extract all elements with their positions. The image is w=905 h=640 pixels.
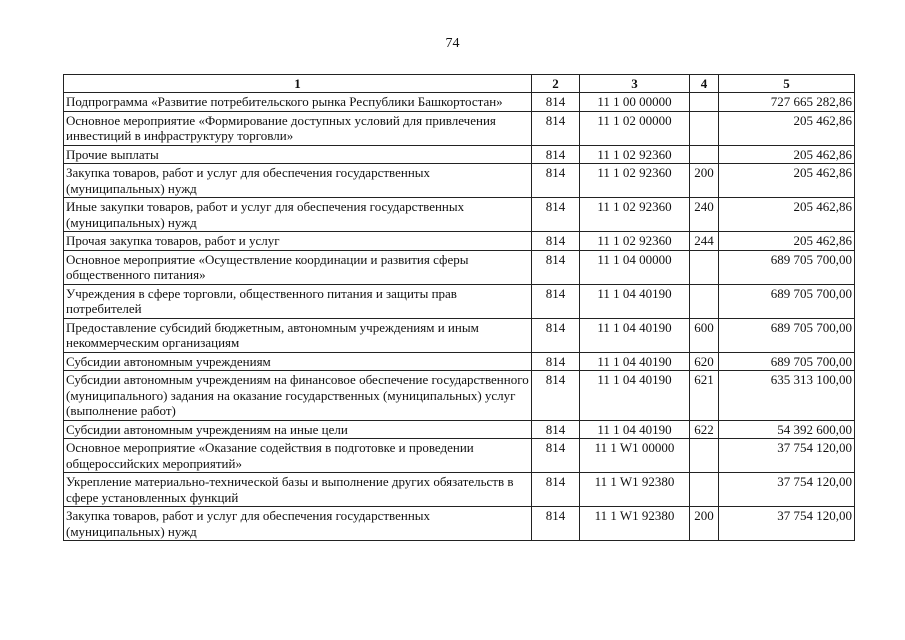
row-sum-cell: 37 754 120,00 xyxy=(719,439,855,473)
table-row xyxy=(64,420,855,439)
table-row xyxy=(64,318,855,352)
row-name-cell: Субсидии автономным учреждениям на иные цели xyxy=(64,420,532,439)
row-vr-cell: 600 xyxy=(690,318,719,352)
row-vr-cell xyxy=(690,250,719,284)
table-row xyxy=(64,284,855,318)
page-number: 74 xyxy=(445,36,460,51)
row-name-cell: Иные закупки товаров, работ и услуг для обеспечения государственных (муниципальных) нужд xyxy=(64,198,532,232)
row-vr-cell: 622 xyxy=(690,420,719,439)
table-row xyxy=(64,164,855,198)
table-row xyxy=(64,439,855,473)
row-sum-cell: 635 313 100,00 xyxy=(719,371,855,421)
row-gr-cell: 814 xyxy=(532,93,580,112)
budget-table xyxy=(63,74,855,541)
row-name-cell: Основное мероприятие «Осуществление координации и развития сферы общественного питания» xyxy=(64,250,532,284)
row-cs-cell: 11 1 04 00000 xyxy=(580,250,690,284)
row-gr-cell: 814 xyxy=(532,198,580,232)
table-row xyxy=(64,111,855,145)
row-sum-cell: 205 462,86 xyxy=(719,145,855,164)
table-row xyxy=(64,93,855,112)
column-header-gr: 2 xyxy=(532,75,580,93)
row-vr-cell xyxy=(690,145,719,164)
table-row xyxy=(64,232,855,251)
row-name-cell: Прочая закупка товаров, работ и услуг xyxy=(64,232,532,251)
row-sum-cell: 689 705 700,00 xyxy=(719,284,855,318)
row-cs-cell: 11 1 04 40190 xyxy=(580,284,690,318)
row-name-cell: Субсидии автономным учреждениям xyxy=(64,352,532,371)
row-name-cell: Субсидии автономным учреждениям на финансовое обеспечение государственного (муниципального) задания на оказание государственных (муниципальных) услуг (выполнение работ) xyxy=(64,371,532,421)
row-name-cell: Закупка товаров, работ и услуг для обеспечения государственных (муниципальных) нужд xyxy=(64,507,532,541)
row-vr-cell: 200 xyxy=(690,507,719,541)
row-sum-cell: 689 705 700,00 xyxy=(719,318,855,352)
table-row xyxy=(64,250,855,284)
row-vr-cell xyxy=(690,439,719,473)
row-cs-cell: 11 1 04 40190 xyxy=(580,420,690,439)
row-sum-cell: 205 462,86 xyxy=(719,164,855,198)
row-cs-cell: 11 1 04 40190 xyxy=(580,371,690,421)
table-header-row xyxy=(64,75,855,93)
row-sum-cell: 727 665 282,86 xyxy=(719,93,855,112)
row-gr-cell: 814 xyxy=(532,284,580,318)
row-vr-cell xyxy=(690,473,719,507)
row-cs-cell: 11 1 04 40190 xyxy=(580,318,690,352)
row-cs-cell: 11 1 W1 92380 xyxy=(580,473,690,507)
table-row xyxy=(64,145,855,164)
row-cs-cell: 11 1 W1 00000 xyxy=(580,439,690,473)
row-gr-cell: 814 xyxy=(532,420,580,439)
row-gr-cell: 814 xyxy=(532,507,580,541)
row-cs-cell: 11 1 02 92360 xyxy=(580,232,690,251)
row-sum-cell: 205 462,86 xyxy=(719,111,855,145)
row-name-cell: Укрепление материально-технической базы и выполнение других обязательств в сфере установленных функций xyxy=(64,473,532,507)
row-sum-cell: 205 462,86 xyxy=(719,198,855,232)
row-gr-cell: 814 xyxy=(532,371,580,421)
row-name-cell: Основное мероприятие «Оказание содействия в подготовке и проведении общероссийских мероприятий» xyxy=(64,439,532,473)
row-sum-cell: 689 705 700,00 xyxy=(719,352,855,371)
row-name-cell: Подпрограмма «Развитие потребительского рынка Республики Башкортостан» xyxy=(64,93,532,112)
row-gr-cell: 814 xyxy=(532,164,580,198)
table-row xyxy=(64,507,855,541)
column-header-name: 1 xyxy=(64,75,532,93)
row-cs-cell: 11 1 W1 92380 xyxy=(580,507,690,541)
table-row xyxy=(64,473,855,507)
row-gr-cell: 814 xyxy=(532,232,580,251)
row-gr-cell: 814 xyxy=(532,318,580,352)
table-row xyxy=(64,371,855,421)
row-gr-cell: 814 xyxy=(532,439,580,473)
row-cs-cell: 11 1 02 92360 xyxy=(580,145,690,164)
row-cs-cell: 11 1 00 00000 xyxy=(580,93,690,112)
row-vr-cell: 621 xyxy=(690,371,719,421)
row-gr-cell: 814 xyxy=(532,473,580,507)
row-vr-cell xyxy=(690,284,719,318)
row-gr-cell: 814 xyxy=(532,352,580,371)
row-vr-cell: 244 xyxy=(690,232,719,251)
row-cs-cell: 11 1 04 40190 xyxy=(580,352,690,371)
row-sum-cell: 54 392 600,00 xyxy=(719,420,855,439)
row-sum-cell: 205 462,86 xyxy=(719,232,855,251)
row-name-cell: Основное мероприятие «Формирование доступных условий для привлечения инвестиций в инфраструктуру торговли» xyxy=(64,111,532,145)
row-vr-cell xyxy=(690,93,719,112)
row-cs-cell: 11 1 02 92360 xyxy=(580,164,690,198)
table-row xyxy=(64,352,855,371)
row-vr-cell: 240 xyxy=(690,198,719,232)
row-name-cell: Предоставление субсидий бюджетным, автономным учреждениям и иным некоммерческим организациям xyxy=(64,318,532,352)
row-name-cell: Учреждения в сфере торговли, общественного питания и защиты прав потребителей xyxy=(64,284,532,318)
row-sum-cell: 37 754 120,00 xyxy=(719,507,855,541)
row-sum-cell: 689 705 700,00 xyxy=(719,250,855,284)
row-gr-cell: 814 xyxy=(532,250,580,284)
column-header-cs: 3 xyxy=(580,75,690,93)
row-sum-cell: 37 754 120,00 xyxy=(719,473,855,507)
column-header-vr: 4 xyxy=(690,75,719,93)
row-vr-cell xyxy=(690,111,719,145)
row-vr-cell: 200 xyxy=(690,164,719,198)
table-row xyxy=(64,198,855,232)
row-cs-cell: 11 1 02 92360 xyxy=(580,198,690,232)
column-header-sum: 5 xyxy=(719,75,855,93)
row-name-cell: Закупка товаров, работ и услуг для обеспечения государственных (муниципальных) нужд xyxy=(64,164,532,198)
table-body xyxy=(64,93,855,541)
row-name-cell: Прочие выплаты xyxy=(64,145,532,164)
row-cs-cell: 11 1 02 00000 xyxy=(580,111,690,145)
row-gr-cell: 814 xyxy=(532,111,580,145)
row-gr-cell: 814 xyxy=(532,145,580,164)
row-vr-cell: 620 xyxy=(690,352,719,371)
